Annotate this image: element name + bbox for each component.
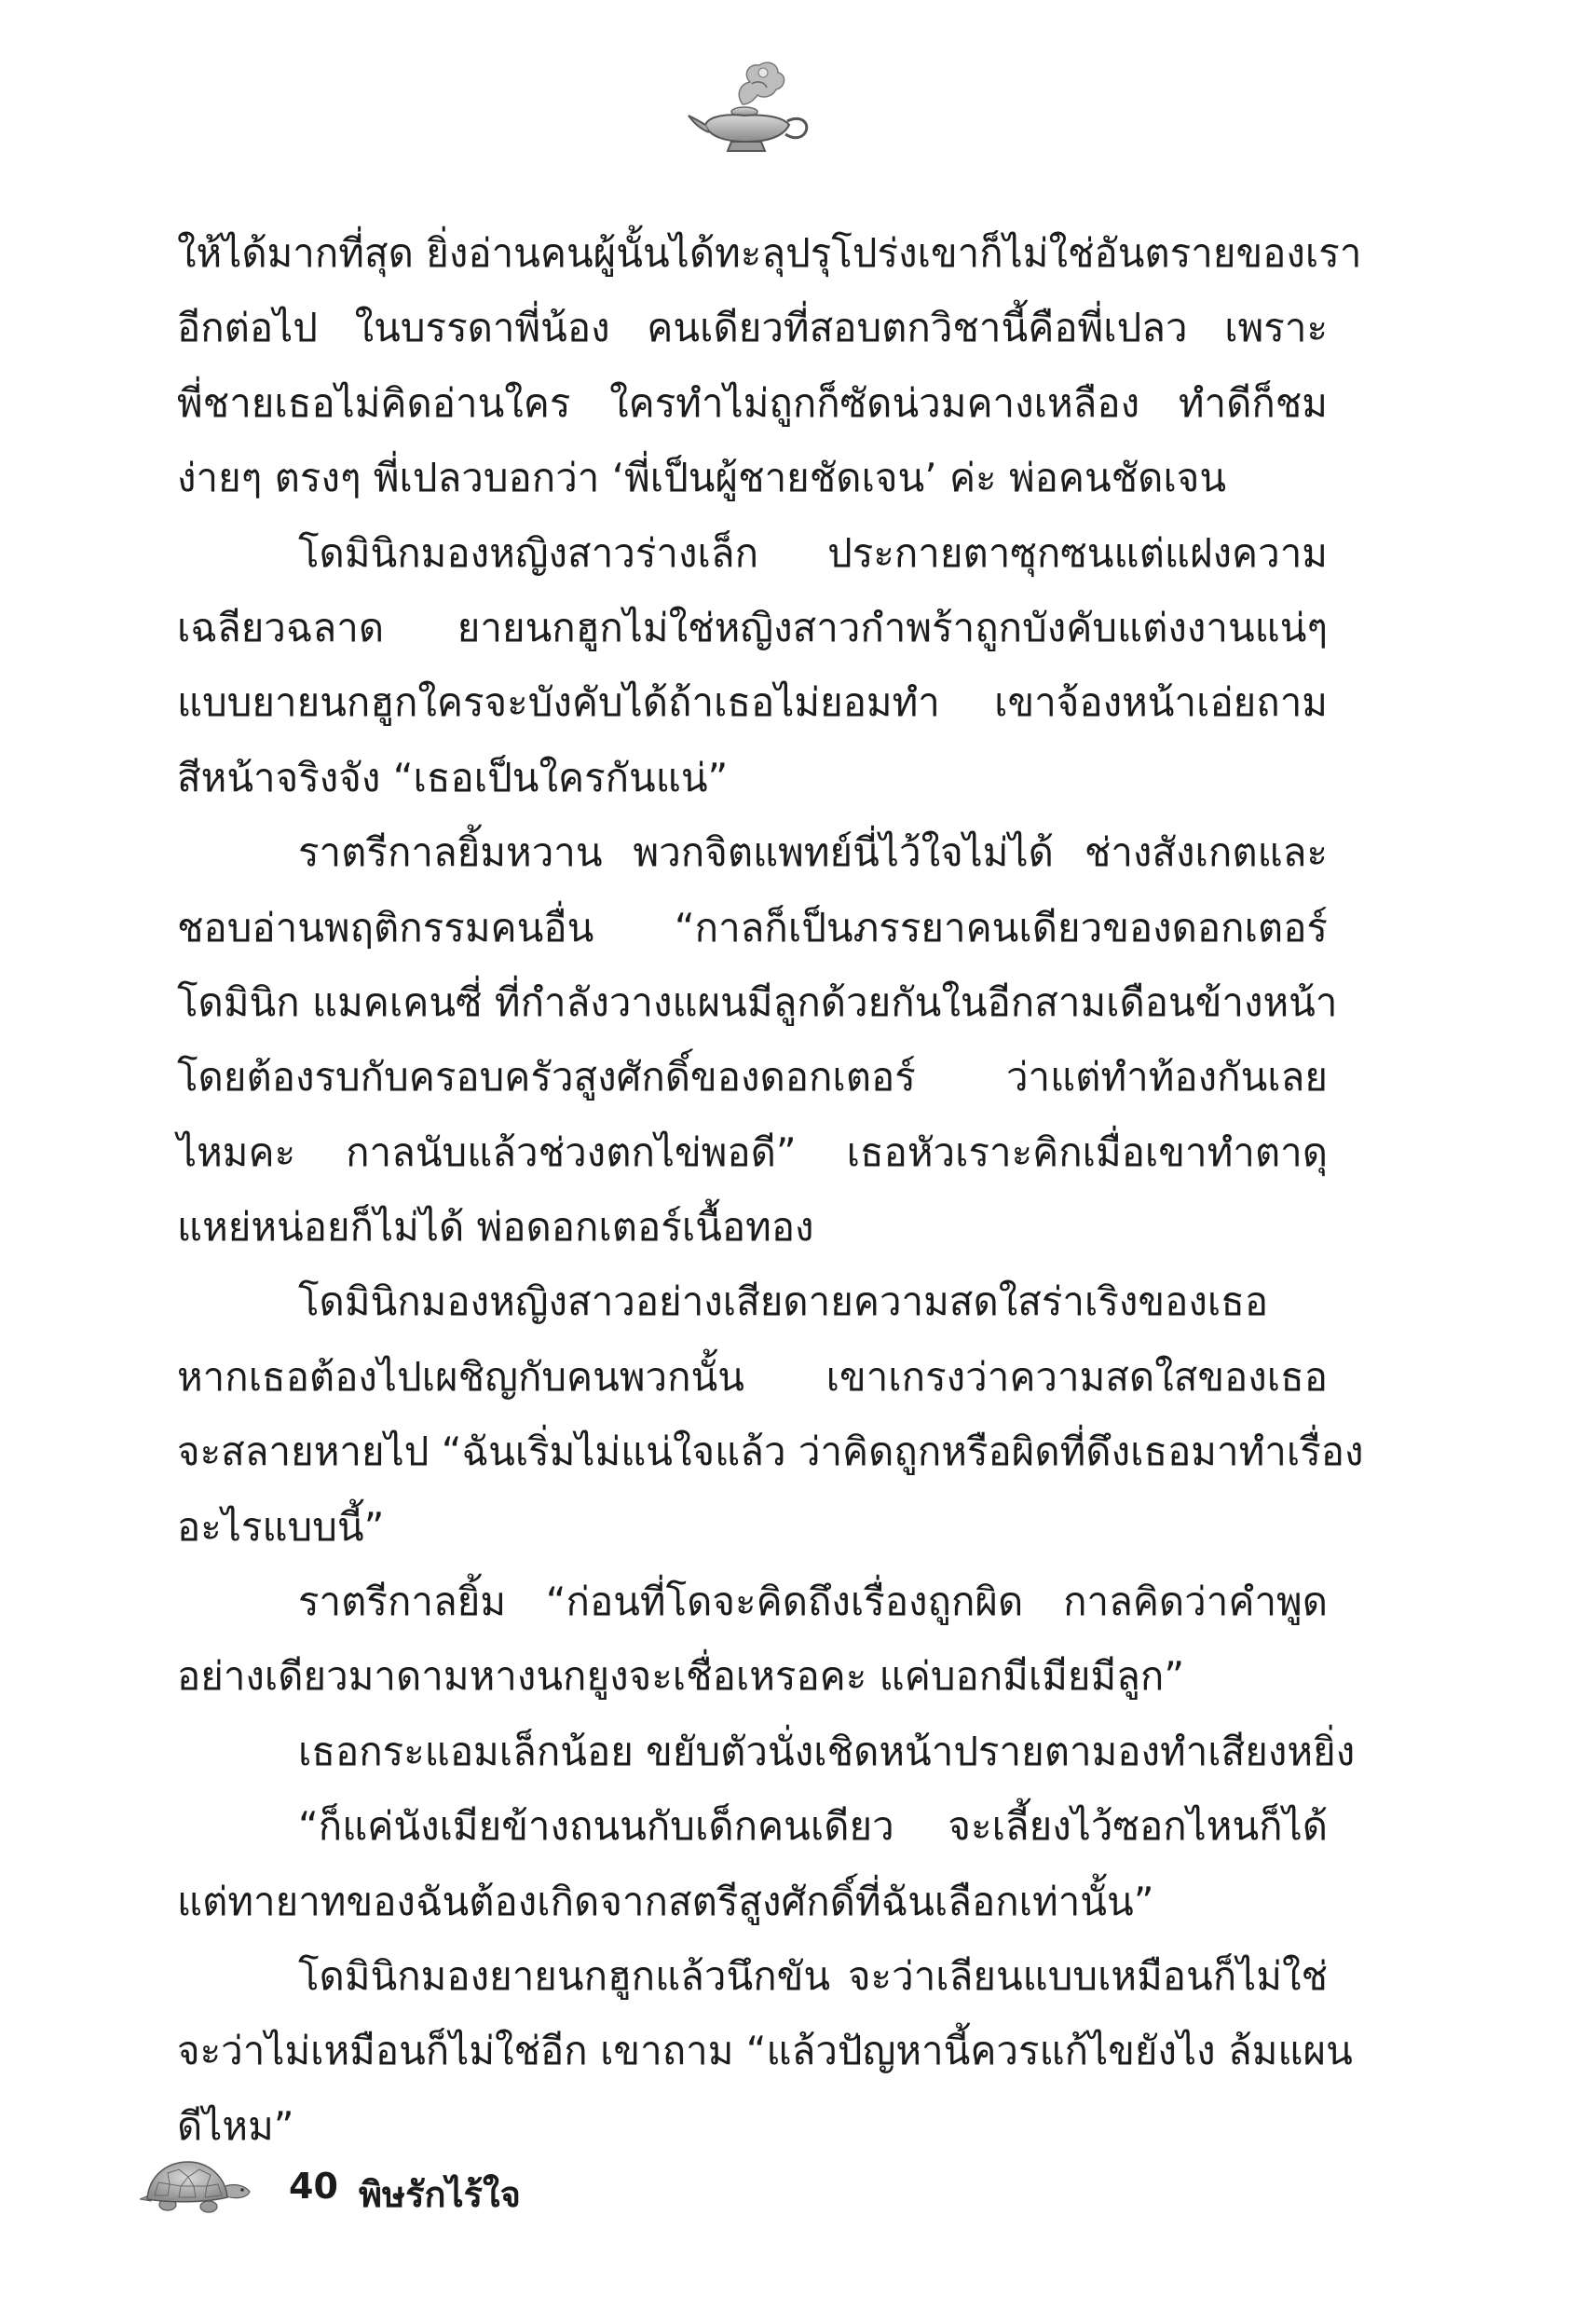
text-line: แต่ทายาทของฉันต้องเกิดจากสตรีสูงศักดิ์ที่ฉันเลือกเท่านั้น” [177,1878,1154,1924]
text-line: สีหน้าจริงจัง “เธอเป็นใครกันแน่” [177,754,729,800]
text-line: ง่ายๆ ตรงๆ พี่เปลวบอกว่า ‘พี่เป็นผู้ชายชัดเจน’ ค่ะ พ่อคนชัดเจน [177,455,1227,501]
text-line: พี่ชายเธอไม่คิดอ่านใคร ใครทำไม่ถูกก็ซัดน่วมคางเหลือง ทำดีก็ชม [177,379,1328,426]
text-line: ชอบอ่านพฤติกรรมคนอื่น “กาลก็เป็นภรรยาคนเดียวของดอกเตอร์ [177,904,1328,950]
text-line: โดมินิกมองหญิงสาวร่างเล็ก ประกายตาซุกซนแต่แฝงความ [298,529,1328,576]
text-line: ดีไหม” [177,2102,294,2149]
text-line: ราตรีกาลยิ้มหวาน พวกจิตแพทย์นี่ไว้ใจไม่ได้ ช่างสังเกตและ [298,829,1328,876]
body-text [177,216,1364,2164]
text-line: อะไรแบบนี้” [177,1503,385,1550]
text-line: จะสลายหายไป “ฉันเริ่มไม่แน่ใจแล้ว ว่าคิดถูกหรือผิดที่ดึงเธอมาทำเรื่อง [177,1429,1364,1475]
magic-lamp-genie-icon [687,56,817,160]
text-line: จะว่าไม่เหมือนก็ไม่ใช่อีก เขาถาม “แล้วปัญหานี้ควรแก้ไขยังไง ล้มแผน [177,2028,1353,2074]
turtle-icon [140,2156,253,2218]
text-line: ให้ได้มากที่สุด ยิ่งอ่านคนผู้นั้นได้ทะลุปรุโปร่งเขาก็ไม่ใช่อันตรายของเรา [177,230,1362,276]
text-line: อีกต่อไป ในบรรดาพี่น้อง คนเดียวที่สอบตกวิชานี้คือพี่เปลว เพราะ [177,305,1328,351]
text-line: โดมินิก แมคเคนซี่ ที่กำลังวางแผนมีลูกด้วยกันในอีกสามเดือนข้างหน้า [177,978,1338,1025]
page-footer [140,2153,885,2227]
text-line: อย่างเดียวมาดามหางนกยูงจะเชื่อเหรอคะ แค่บอกมีเมียมีลูก” [177,1653,1185,1700]
text-line: แหย่หน่อยก็ไม่ได้ พ่อดอกเตอร์เนื้อทอง [177,1204,814,1251]
text-line: โดยต้องรบกับครอบครัวสูงศักดิ์ของดอกเตอร์ ว่าแต่ทำท้องกันเลย [177,1054,1328,1101]
text-line: แบบยายนกฮูกใครจะบังคับได้ถ้าเธอไม่ยอมทำ เขาจ้องหน้าเอ่ยถาม [177,679,1328,726]
text-line: เฉลียวฉลาด ยายนกฮูกไม่ใช่หญิงสาวกำพร้าถูกบังคับแต่งงานแน่ๆ [177,604,1328,650]
book-title: พิษรักไร้ใจ [359,2174,521,2215]
text-line: เธอกระแอมเล็กน้อย ขยับตัวนั่งเชิดหน้าปรายตามองทำเสียงหยิ่ง [298,1728,1356,1774]
text-line: โดมินิกมองยายนกฮูกแล้วนึกขัน จะว่าเลียนแบบเหมือนก็ไม่ใช่ [298,1952,1328,1999]
text-line: หากเธอต้องไปเผชิญกับคนพวกนั้น เขาเกรงว่าความสดใสของเธอ [177,1353,1328,1400]
text-line: โดมินิกมองหญิงสาวอย่างเสียดายความสดใสร่าเริงของเธอ [298,1279,1269,1325]
text-line: ไหมคะ กาลนับแล้วช่วงตกไข่พอดี” เธอหัวเราะคิกเมื่อเขาทำตาดุ [177,1128,1328,1175]
page-number: 40 [289,2166,338,2207]
text-line: “ก็แค่นังเมียข้างถนนกับเด็กคนเดียว จะเลี้ยงไว้ซอกไหนก็ได้ [298,1803,1328,1850]
text-line: ราตรีกาลยิ้ม “ก่อนที่โดจะคิดถึงเรื่องถูกผิด กาลคิดว่าคำพูด [298,1579,1328,1625]
